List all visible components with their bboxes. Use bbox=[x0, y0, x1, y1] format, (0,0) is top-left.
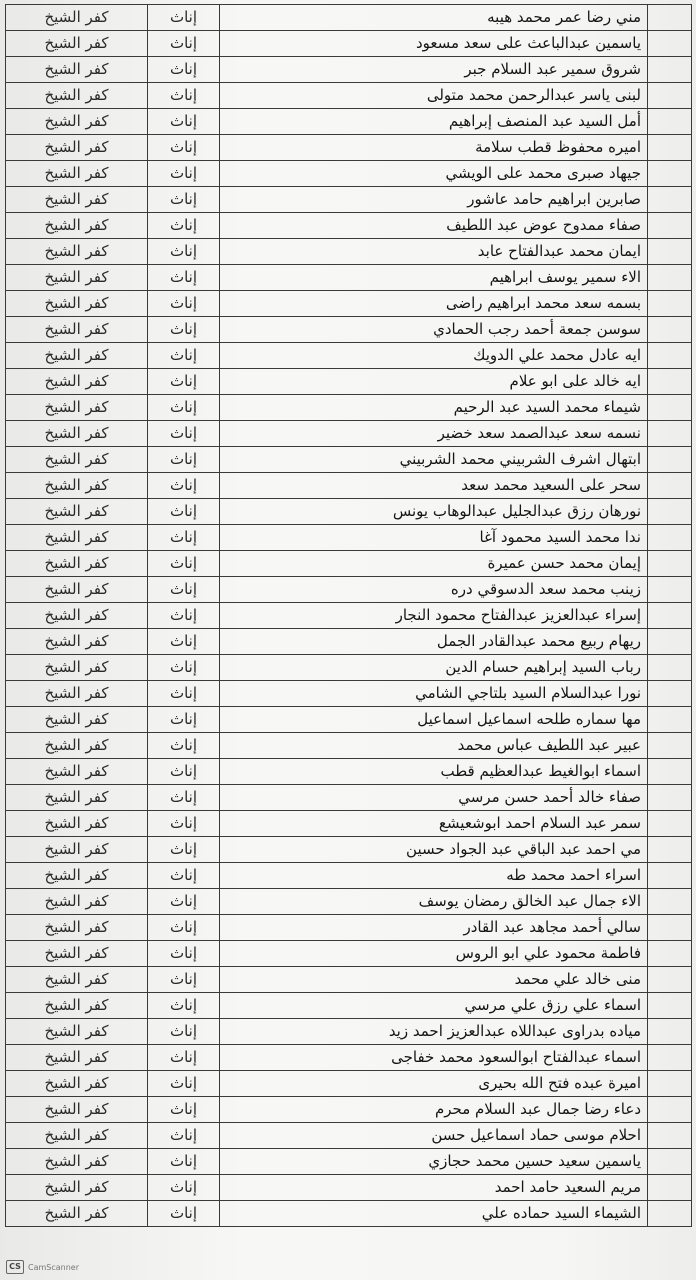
center-cell: كفر الشيخ bbox=[6, 213, 148, 239]
table-row bbox=[6, 447, 692, 473]
center-cell: كفر الشيخ bbox=[6, 499, 148, 525]
serial-cell bbox=[648, 239, 692, 265]
gender-cell: إناث bbox=[148, 733, 220, 759]
name-cell: مي احمد عبد الباقي عبد الجواد حسين bbox=[220, 837, 648, 863]
serial-cell bbox=[648, 421, 692, 447]
serial-cell bbox=[648, 915, 692, 941]
name-cell: اسماء علي رزق علي مرسي bbox=[220, 993, 648, 1019]
serial-cell bbox=[648, 343, 692, 369]
center-cell: كفر الشيخ bbox=[6, 733, 148, 759]
gender-cell: إناث bbox=[148, 1123, 220, 1149]
gender-cell: إناث bbox=[148, 317, 220, 343]
gender-cell: إناث bbox=[148, 1045, 220, 1071]
center-cell: كفر الشيخ bbox=[6, 1019, 148, 1045]
gender-cell: إناث bbox=[148, 681, 220, 707]
gender-cell: إناث bbox=[148, 265, 220, 291]
serial-cell bbox=[648, 213, 692, 239]
gender-cell: إناث bbox=[148, 369, 220, 395]
serial-cell bbox=[648, 291, 692, 317]
center-cell: كفر الشيخ bbox=[6, 317, 148, 343]
center-cell: كفر الشيخ bbox=[6, 655, 148, 681]
serial-cell bbox=[648, 863, 692, 889]
table-row bbox=[6, 967, 692, 993]
center-cell: كفر الشيخ bbox=[6, 1149, 148, 1175]
name-cell: فاطمة محمود علي ابو الروس bbox=[220, 941, 648, 967]
table-row bbox=[6, 577, 692, 603]
gender-cell: إناث bbox=[148, 915, 220, 941]
table-row bbox=[6, 811, 692, 837]
scanner-label: CamScanner bbox=[28, 1262, 80, 1272]
name-cell: أمل السيد عبد المنصف إبراهيم bbox=[220, 109, 648, 135]
center-cell: كفر الشيخ bbox=[6, 291, 148, 317]
name-cell: زينب محمد سعد الدسوقي دره bbox=[220, 577, 648, 603]
name-cell: عبير عبد اللطيف عباس محمد bbox=[220, 733, 648, 759]
name-cell: الاء سمير يوسف ابراهيم bbox=[220, 265, 648, 291]
serial-cell bbox=[648, 993, 692, 1019]
gender-cell: إناث bbox=[148, 31, 220, 57]
serial-cell bbox=[648, 577, 692, 603]
center-cell: كفر الشيخ bbox=[6, 863, 148, 889]
name-cell: رباب السيد إبراهيم حسام الدين bbox=[220, 655, 648, 681]
gender-cell: إناث bbox=[148, 863, 220, 889]
center-cell: كفر الشيخ bbox=[6, 551, 148, 577]
center-cell: كفر الشيخ bbox=[6, 759, 148, 785]
serial-cell bbox=[648, 473, 692, 499]
center-cell: كفر الشيخ bbox=[6, 785, 148, 811]
gender-cell: إناث bbox=[148, 213, 220, 239]
gender-cell: إناث bbox=[148, 161, 220, 187]
name-cell: نورا عبدالسلام السيد بلتاجي الشامي bbox=[220, 681, 648, 707]
name-cell: مياده بدراوى عبداللاه عبدالعزيز احمد زيد bbox=[220, 1019, 648, 1045]
serial-cell bbox=[648, 1175, 692, 1201]
name-cell: ياسمين عبدالباعث على سعد مسعود bbox=[220, 31, 648, 57]
name-cell: الشيماء السيد حماده علي bbox=[220, 1201, 648, 1227]
serial-cell bbox=[648, 317, 692, 343]
name-cell: إيمان محمد حسن عميرة bbox=[220, 551, 648, 577]
serial-cell bbox=[648, 187, 692, 213]
serial-cell bbox=[648, 707, 692, 733]
serial-cell bbox=[648, 265, 692, 291]
serial-cell bbox=[648, 733, 692, 759]
gender-cell: إناث bbox=[148, 395, 220, 421]
gender-cell: إناث bbox=[148, 941, 220, 967]
table-row bbox=[6, 733, 692, 759]
name-cell: منى خالد علي محمد bbox=[220, 967, 648, 993]
scanner-watermark bbox=[6, 1260, 79, 1274]
table-row bbox=[6, 681, 692, 707]
gender-cell: إناث bbox=[148, 447, 220, 473]
table-row bbox=[6, 993, 692, 1019]
serial-cell bbox=[648, 967, 692, 993]
center-cell: كفر الشيخ bbox=[6, 1071, 148, 1097]
gender-cell: إناث bbox=[148, 343, 220, 369]
center-cell: كفر الشيخ bbox=[6, 5, 148, 31]
center-cell: كفر الشيخ bbox=[6, 577, 148, 603]
table-row bbox=[6, 1175, 692, 1201]
name-cell: اسماء عبدالفتاح ابوالسعود محمد خفاجى bbox=[220, 1045, 648, 1071]
serial-cell bbox=[648, 369, 692, 395]
serial-cell bbox=[648, 1123, 692, 1149]
gender-cell: إناث bbox=[148, 187, 220, 213]
gender-cell: إناث bbox=[148, 109, 220, 135]
serial-cell bbox=[648, 1201, 692, 1227]
serial-cell bbox=[648, 83, 692, 109]
table-row bbox=[6, 1019, 692, 1045]
center-cell: كفر الشيخ bbox=[6, 109, 148, 135]
name-cell: جيهاد صبرى محمد على الويشي bbox=[220, 161, 648, 187]
table-row bbox=[6, 161, 692, 187]
center-cell: كفر الشيخ bbox=[6, 473, 148, 499]
table-row bbox=[6, 1123, 692, 1149]
gender-cell: إناث bbox=[148, 83, 220, 109]
name-cell: دعاء رضا جمال عبد السلام محرم bbox=[220, 1097, 648, 1123]
table-row bbox=[6, 889, 692, 915]
center-cell: كفر الشيخ bbox=[6, 967, 148, 993]
name-cell: ايه عادل محمد علي الدويك bbox=[220, 343, 648, 369]
gender-cell: إناث bbox=[148, 1071, 220, 1097]
serial-cell bbox=[648, 447, 692, 473]
serial-cell bbox=[648, 551, 692, 577]
table-row bbox=[6, 1097, 692, 1123]
center-cell: كفر الشيخ bbox=[6, 993, 148, 1019]
serial-cell bbox=[648, 31, 692, 57]
name-cell: لبنى ياسر عبدالرحمن محمد متولى bbox=[220, 83, 648, 109]
gender-cell: إناث bbox=[148, 5, 220, 31]
table-row bbox=[6, 863, 692, 889]
gender-cell: إناث bbox=[148, 629, 220, 655]
center-cell: كفر الشيخ bbox=[6, 31, 148, 57]
center-cell: كفر الشيخ bbox=[6, 1045, 148, 1071]
table-row bbox=[6, 291, 692, 317]
name-cell: سوسن جمعة أحمد رجب الحمادي bbox=[220, 317, 648, 343]
name-cell: شروق سمير عبد السلام جبر bbox=[220, 57, 648, 83]
name-cell: صفاء ممدوح عوض عبد اللطيف bbox=[220, 213, 648, 239]
serial-cell bbox=[648, 1019, 692, 1045]
table-row bbox=[6, 213, 692, 239]
center-cell: كفر الشيخ bbox=[6, 187, 148, 213]
name-cell: اميرة عبده فتح الله بحيرى bbox=[220, 1071, 648, 1097]
name-cell: مريم السعيد حامد احمد bbox=[220, 1175, 648, 1201]
center-cell: كفر الشيخ bbox=[6, 1201, 148, 1227]
table-row bbox=[6, 1201, 692, 1227]
center-cell: كفر الشيخ bbox=[6, 629, 148, 655]
name-cell: ايه خالد على ابو علام bbox=[220, 369, 648, 395]
serial-cell bbox=[648, 889, 692, 915]
name-cell: شيماء محمد السيد عبد الرحيم bbox=[220, 395, 648, 421]
table-row bbox=[6, 473, 692, 499]
table-row bbox=[6, 239, 692, 265]
serial-cell bbox=[648, 759, 692, 785]
serial-cell bbox=[648, 1149, 692, 1175]
gender-cell: إناث bbox=[148, 993, 220, 1019]
gender-cell: إناث bbox=[148, 239, 220, 265]
table-row bbox=[6, 187, 692, 213]
name-cell: إسراء عبدالعزيز عبدالفتاح محمود النجار bbox=[220, 603, 648, 629]
serial-cell bbox=[648, 161, 692, 187]
serial-cell bbox=[648, 135, 692, 161]
gender-cell: إناث bbox=[148, 889, 220, 915]
center-cell: كفر الشيخ bbox=[6, 135, 148, 161]
gender-cell: إناث bbox=[148, 525, 220, 551]
serial-cell bbox=[648, 395, 692, 421]
name-cell: ندا محمد السيد محمود آغا bbox=[220, 525, 648, 551]
name-cell: سالي أحمد مجاهد عبد القادر bbox=[220, 915, 648, 941]
center-cell: كفر الشيخ bbox=[6, 265, 148, 291]
name-cell: سحر على السعيد محمد سعد bbox=[220, 473, 648, 499]
table-row bbox=[6, 655, 692, 681]
table-row bbox=[6, 551, 692, 577]
gender-cell: إناث bbox=[148, 759, 220, 785]
gender-cell: إناث bbox=[148, 577, 220, 603]
center-cell: كفر الشيخ bbox=[6, 525, 148, 551]
gender-cell: إناث bbox=[148, 811, 220, 837]
name-cell: اسراء احمد محمد طه bbox=[220, 863, 648, 889]
name-cell: بسمه سعد محمد ابراهيم راضى bbox=[220, 291, 648, 317]
serial-cell bbox=[648, 811, 692, 837]
center-cell: كفر الشيخ bbox=[6, 161, 148, 187]
table-row bbox=[6, 1071, 692, 1097]
center-cell: كفر الشيخ bbox=[6, 681, 148, 707]
center-cell: كفر الشيخ bbox=[6, 343, 148, 369]
name-cell: احلام موسى حماد اسماعيل حسن bbox=[220, 1123, 648, 1149]
serial-cell bbox=[648, 1071, 692, 1097]
table-row bbox=[6, 603, 692, 629]
center-cell: كفر الشيخ bbox=[6, 707, 148, 733]
name-cell: نسمه سعد عبدالصمد سعد خضير bbox=[220, 421, 648, 447]
name-cell: صفاء خالد أحمد حسن مرسي bbox=[220, 785, 648, 811]
table-row bbox=[6, 1045, 692, 1071]
table-row bbox=[6, 57, 692, 83]
center-cell: كفر الشيخ bbox=[6, 1097, 148, 1123]
serial-cell bbox=[648, 57, 692, 83]
serial-cell bbox=[648, 109, 692, 135]
gender-cell: إناث bbox=[148, 1201, 220, 1227]
serial-cell bbox=[648, 5, 692, 31]
gender-cell: إناث bbox=[148, 1149, 220, 1175]
gender-cell: إناث bbox=[148, 1097, 220, 1123]
center-cell: كفر الشيخ bbox=[6, 811, 148, 837]
name-cell: ريهام ربيع محمد عبدالقادر الجمل bbox=[220, 629, 648, 655]
gender-cell: إناث bbox=[148, 837, 220, 863]
gender-cell: إناث bbox=[148, 967, 220, 993]
gender-cell: إناث bbox=[148, 135, 220, 161]
serial-cell bbox=[648, 837, 692, 863]
table-row bbox=[6, 629, 692, 655]
table-row bbox=[6, 941, 692, 967]
center-cell: كفر الشيخ bbox=[6, 837, 148, 863]
name-cell: صابرين ابراهيم حامد عاشور bbox=[220, 187, 648, 213]
center-cell: كفر الشيخ bbox=[6, 57, 148, 83]
table-row bbox=[6, 837, 692, 863]
gender-cell: إناث bbox=[148, 603, 220, 629]
serial-cell bbox=[648, 499, 692, 525]
center-cell: كفر الشيخ bbox=[6, 369, 148, 395]
table-row bbox=[6, 395, 692, 421]
center-cell: كفر الشيخ bbox=[6, 421, 148, 447]
table-row bbox=[6, 369, 692, 395]
table-row bbox=[6, 499, 692, 525]
center-cell: كفر الشيخ bbox=[6, 239, 148, 265]
name-cell: اميره محفوظ قطب سلامة bbox=[220, 135, 648, 161]
center-cell: كفر الشيخ bbox=[6, 603, 148, 629]
center-cell: كفر الشيخ bbox=[6, 1175, 148, 1201]
serial-cell bbox=[648, 1045, 692, 1071]
table-row bbox=[6, 265, 692, 291]
name-cell: ايمان محمد عبدالفتاح عابد bbox=[220, 239, 648, 265]
serial-cell bbox=[648, 681, 692, 707]
table-row bbox=[6, 31, 692, 57]
name-cell: مني رضا عمر محمد هيبه bbox=[220, 5, 648, 31]
name-cell: مها سماره طلحه اسماعيل اسماعيل bbox=[220, 707, 648, 733]
serial-cell bbox=[648, 785, 692, 811]
camscanner-logo-icon: CS bbox=[6, 1260, 24, 1274]
serial-cell bbox=[648, 629, 692, 655]
gender-cell: إناث bbox=[148, 291, 220, 317]
name-cell: ياسمين سعيد حسين محمد حجازي bbox=[220, 1149, 648, 1175]
names-table bbox=[5, 4, 692, 1227]
table-row bbox=[6, 421, 692, 447]
table-row bbox=[6, 83, 692, 109]
names-table-body bbox=[6, 5, 692, 1227]
serial-cell bbox=[648, 1097, 692, 1123]
name-cell: ابتهال اشرف الشربيني محمد الشربيني bbox=[220, 447, 648, 473]
name-cell: الاء جمال عبد الخالق رمضان يوسف bbox=[220, 889, 648, 915]
name-cell: سمر عبد السلام احمد ابوشعيشع bbox=[220, 811, 648, 837]
table-row bbox=[6, 915, 692, 941]
gender-cell: إناث bbox=[148, 655, 220, 681]
table-row bbox=[6, 343, 692, 369]
gender-cell: إناث bbox=[148, 785, 220, 811]
serial-cell bbox=[648, 603, 692, 629]
table-row bbox=[6, 317, 692, 343]
table-row bbox=[6, 1149, 692, 1175]
table-row bbox=[6, 785, 692, 811]
gender-cell: إناث bbox=[148, 1175, 220, 1201]
gender-cell: إناث bbox=[148, 473, 220, 499]
table-row bbox=[6, 707, 692, 733]
center-cell: كفر الشيخ bbox=[6, 395, 148, 421]
table-row bbox=[6, 5, 692, 31]
center-cell: كفر الشيخ bbox=[6, 941, 148, 967]
center-cell: كفر الشيخ bbox=[6, 915, 148, 941]
gender-cell: إناث bbox=[148, 499, 220, 525]
table-row bbox=[6, 135, 692, 161]
name-cell: اسماء ابوالغيط عبدالعظيم قطب bbox=[220, 759, 648, 785]
table-row bbox=[6, 759, 692, 785]
serial-cell bbox=[648, 525, 692, 551]
gender-cell: إناث bbox=[148, 1019, 220, 1045]
center-cell: كفر الشيخ bbox=[6, 889, 148, 915]
table-row bbox=[6, 525, 692, 551]
gender-cell: إناث bbox=[148, 707, 220, 733]
center-cell: كفر الشيخ bbox=[6, 1123, 148, 1149]
table-row bbox=[6, 109, 692, 135]
gender-cell: إناث bbox=[148, 421, 220, 447]
serial-cell bbox=[648, 941, 692, 967]
center-cell: كفر الشيخ bbox=[6, 83, 148, 109]
gender-cell: إناث bbox=[148, 57, 220, 83]
gender-cell: إناث bbox=[148, 551, 220, 577]
name-cell: نورهان رزق عبدالجليل عبدالوهاب يونس bbox=[220, 499, 648, 525]
serial-cell bbox=[648, 655, 692, 681]
center-cell: كفر الشيخ bbox=[6, 447, 148, 473]
